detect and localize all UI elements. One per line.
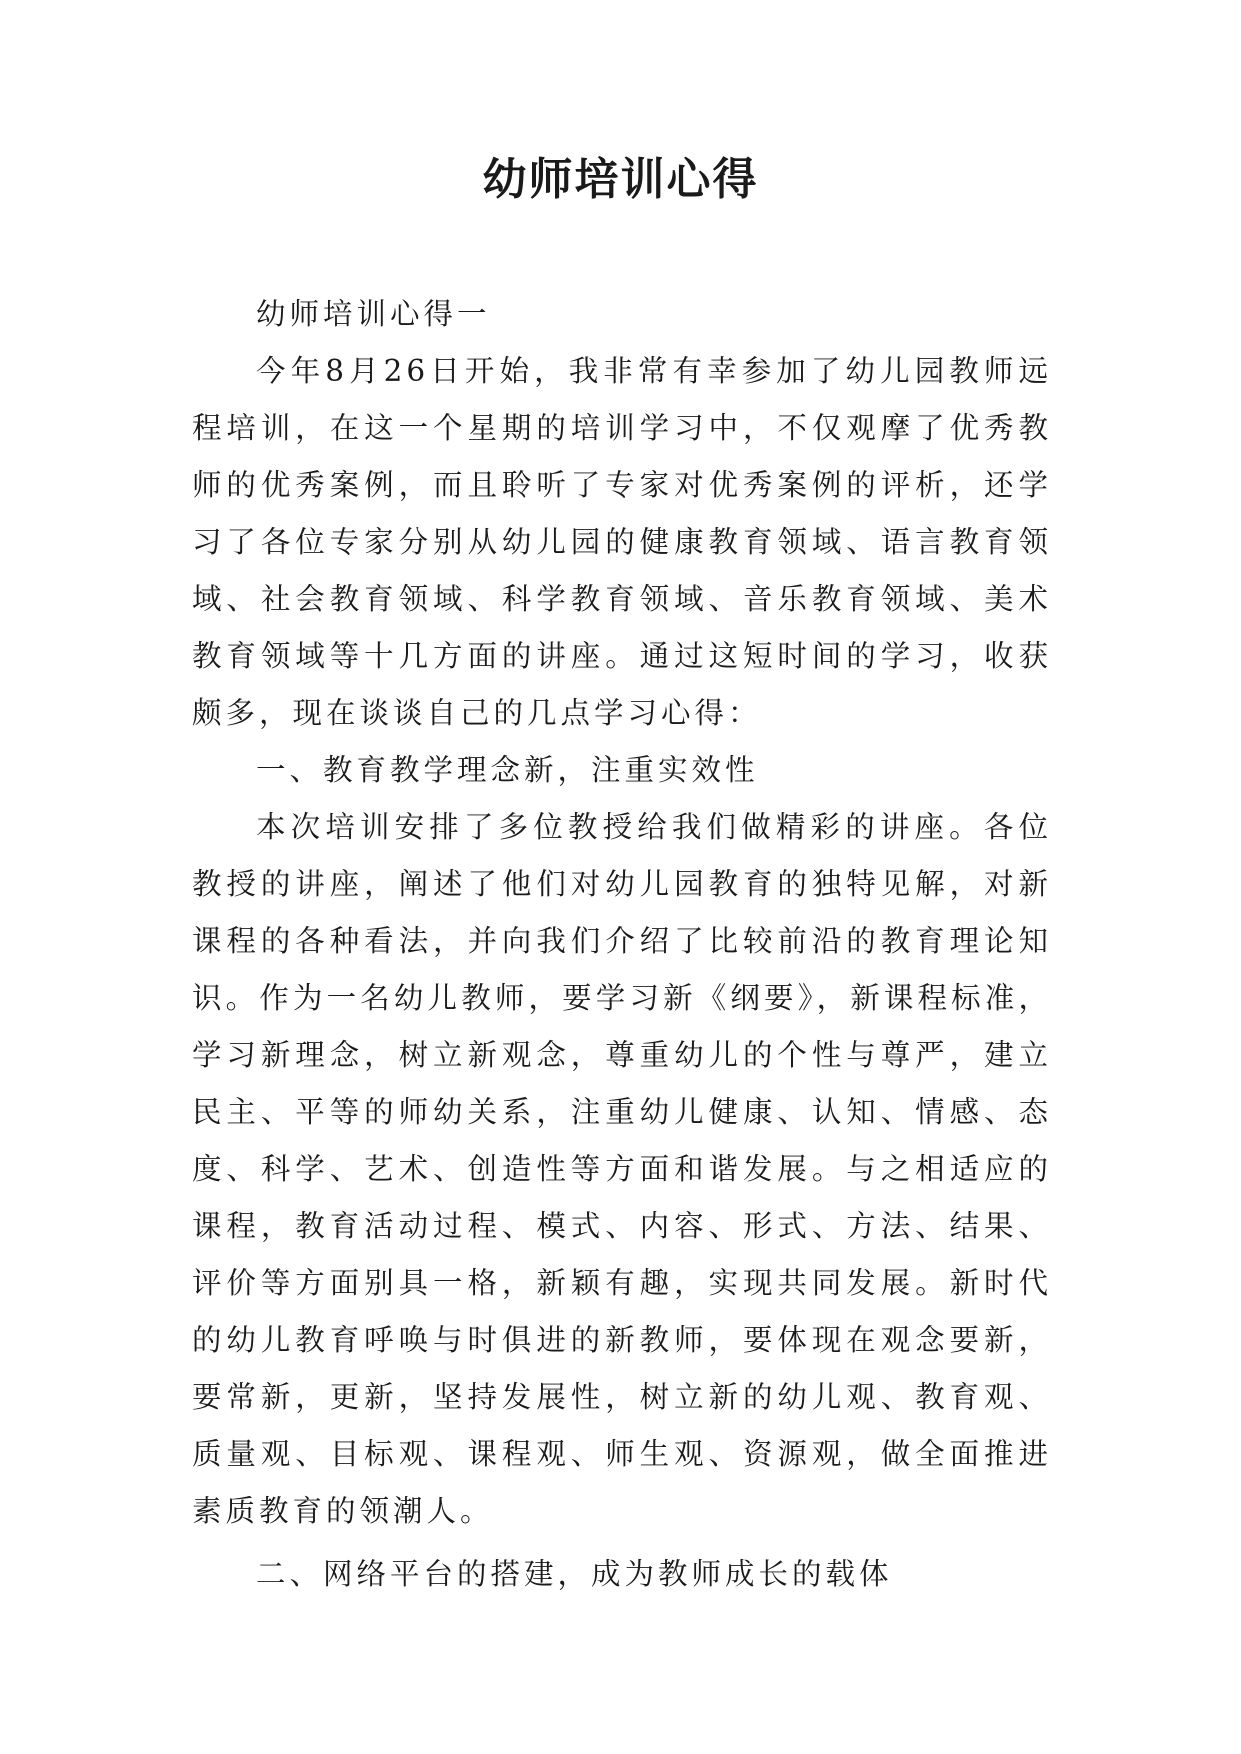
document-body bbox=[192, 286, 1052, 1603]
paragraph-intro: 今年8月26日开始，我非常有幸参加了幼儿园教师远程培训，在这一个星期的培训学习中，不仅观摩了优秀教师的优秀案例，而且聆听了专家对优秀案例的评析，还学习了各位专家分别从幼儿园的健康教育领域、语言教育领域、社会教育领域、科学教育领域、音乐教育领域、美术教育领域等十几方面的讲座。通过这短时间的学习，收获颇多，现在谈谈自己的几点学习心得： bbox=[192, 354, 1052, 730]
section-heading-2: 二、网络平台的搭建，成为教师成长的载体 bbox=[256, 1557, 893, 1591]
paragraph-section-1: 本次培训安排了多位教授给我们做精彩的讲座。各位教授的讲座，阐述了他们对幼儿园教育的独特见解，对新课程的各种看法，并向我们介绍了比较前沿的教育理论知识。作为一名幼儿教师，要学习新《纲要》，新课程标准，学习新理念，树立新观念，尊重幼儿的个性与尊严，建立民主、平等的师幼关系，注重幼儿健康、认知、情感、态度、科学、艺术、创造性等方面和谐发展。与之相适应的课程，教育活动过程、模式、内容、形式、方法、结果、评价等方面别具一格，新颖有趣，实现共同发展。新时代的幼儿教育呼唤与时俱进的新教师，要体现在观念要新，要常新，更新，坚持发展性，树立新的幼儿观、教育观、质量观、目标观、课程观、师生观、资源观，做全面推进素质教育的领潮人。 bbox=[192, 810, 1052, 1528]
document-subtitle: 幼师培训心得一 bbox=[256, 297, 491, 331]
section-heading-1: 一、教育教学理念新，注重实效性 bbox=[256, 753, 759, 787]
document-title: 幼师培训心得 bbox=[482, 154, 759, 205]
